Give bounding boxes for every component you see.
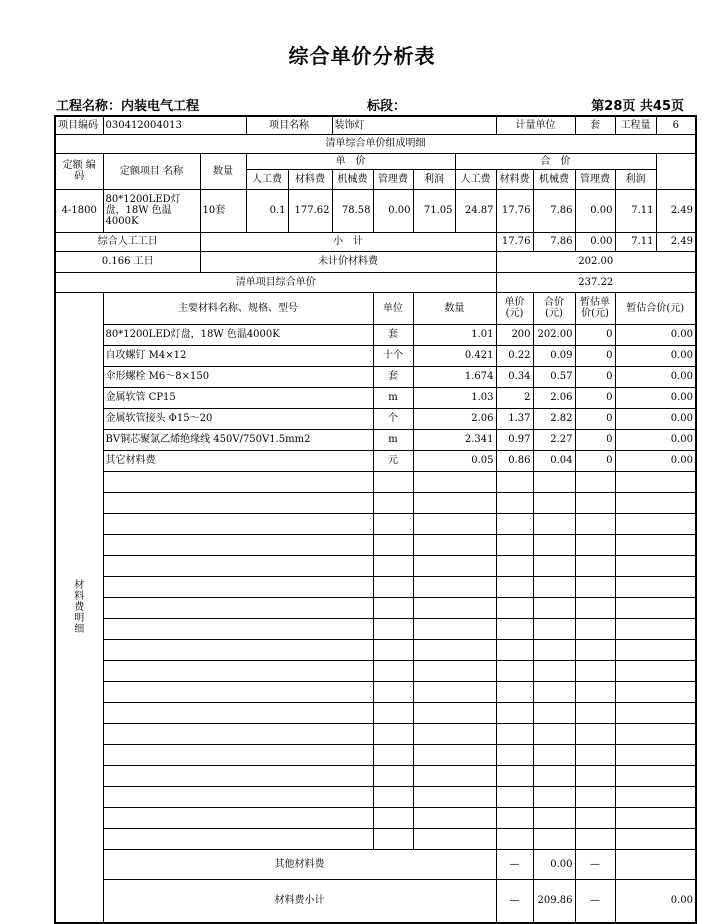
material-qty: 0.421 bbox=[413, 345, 496, 366]
header-name: 定额项目 名称 bbox=[103, 153, 200, 189]
qty-value: 6 bbox=[656, 116, 696, 134]
material-name: 金属软管接头 Φ15～20 bbox=[103, 408, 373, 429]
detail-code: 4-1800 bbox=[55, 189, 103, 232]
detail-tp-profit: 2.49 bbox=[656, 189, 696, 232]
material-est-total: 0.00 bbox=[615, 366, 696, 387]
material-unit: 套 bbox=[373, 366, 413, 387]
composite-row bbox=[55, 272, 696, 292]
subtotal-labor: 17.76 bbox=[496, 232, 533, 251]
material-est-price: 0 bbox=[575, 387, 615, 408]
material-est-price: 0 bbox=[575, 366, 615, 387]
material-est-total: 0.00 bbox=[615, 450, 696, 471]
material-name: BV铜芯聚氯乙烯绝缘线 450V/750V1.5mm2 bbox=[103, 429, 373, 450]
other-materials-label: 其他材料费 bbox=[103, 849, 496, 879]
detail-header-row-1 bbox=[55, 153, 696, 169]
materials-header-row bbox=[55, 292, 696, 324]
detail-qty: 0.1 bbox=[246, 189, 288, 232]
material-total: 2.06 bbox=[533, 387, 575, 408]
empty-row bbox=[55, 576, 696, 597]
detail-tp-material: 7.86 bbox=[533, 189, 575, 232]
name-label: 项目名称 bbox=[246, 116, 332, 134]
header-qty: 数量 bbox=[200, 153, 246, 189]
empty-row bbox=[55, 513, 696, 534]
header-up-profit: 利润 bbox=[413, 169, 455, 189]
material-unit: 套 bbox=[373, 324, 413, 345]
empty-row bbox=[55, 492, 696, 513]
detail-unit: 10套 bbox=[200, 189, 246, 232]
empty-row bbox=[55, 471, 696, 492]
detail-section-row bbox=[55, 134, 696, 153]
empty-row bbox=[55, 786, 696, 807]
other-materials-row bbox=[55, 849, 696, 879]
detail-row bbox=[55, 189, 696, 232]
material-price: 0.86 bbox=[496, 450, 533, 471]
qty-label: 工程量 bbox=[615, 116, 656, 134]
material-total: 0.04 bbox=[533, 450, 575, 471]
material-name: 其它材料费 bbox=[103, 450, 373, 471]
material-name: 80*1200LED灯盘，18W 色温4000K bbox=[103, 324, 373, 345]
material-est-price: 0 bbox=[575, 450, 615, 471]
materials-header-unit: 单位 bbox=[373, 292, 413, 324]
detail-section-title: 清单综合单价组成明细 bbox=[55, 134, 696, 153]
material-unit: 元 bbox=[373, 450, 413, 471]
composite-value: 237.22 bbox=[496, 272, 696, 292]
subtotal-machine: 0.00 bbox=[575, 232, 615, 251]
subtotal-row bbox=[55, 232, 696, 251]
detail-up-labor: 177.62 bbox=[288, 189, 332, 232]
material-unit: m bbox=[373, 387, 413, 408]
empty-row bbox=[55, 660, 696, 681]
material-price: 200 bbox=[496, 324, 533, 345]
section-label: 标段： bbox=[367, 99, 407, 114]
materials-subtotal-est-total: 0.00 bbox=[615, 879, 696, 923]
empty-row bbox=[55, 555, 696, 576]
detail-up-machine: 0.00 bbox=[373, 189, 413, 232]
detail-up-manage: 71.05 bbox=[413, 189, 455, 232]
header-tp-profit: 利润 bbox=[615, 169, 656, 189]
header-tp-machine: 机械费 bbox=[533, 169, 575, 189]
other-materials-total: 0.00 bbox=[533, 849, 575, 879]
material-est-total: 0.00 bbox=[615, 324, 696, 345]
labor-day-label: 综合人工工日 bbox=[55, 232, 200, 251]
materials-header-name: 主要材料名称、规格、型号 bbox=[103, 292, 373, 324]
unpriced-row bbox=[55, 251, 696, 272]
other-materials-est-total bbox=[615, 849, 696, 879]
material-row bbox=[55, 450, 696, 471]
unit-price-analysis-table bbox=[54, 115, 697, 924]
material-total: 0.57 bbox=[533, 366, 575, 387]
unit-label: 计量单位 bbox=[496, 116, 575, 134]
empty-row bbox=[55, 723, 696, 744]
material-price: 1.37 bbox=[496, 408, 533, 429]
header-tp-material: 材料费 bbox=[496, 169, 533, 189]
material-est-total: 0.00 bbox=[615, 429, 696, 450]
header-unit-price: 单 价 bbox=[246, 153, 455, 169]
labor-day-value: 0.166 工日 bbox=[55, 251, 200, 272]
detail-tp-machine: 0.00 bbox=[575, 189, 615, 232]
material-unit: 十个 bbox=[373, 345, 413, 366]
subtotal-profit: 2.49 bbox=[656, 232, 696, 251]
header-up-labor: 人工费 bbox=[246, 169, 288, 189]
material-est-price: 0 bbox=[575, 324, 615, 345]
empty-row bbox=[55, 702, 696, 723]
materials-subtotal-row bbox=[55, 879, 696, 923]
material-row bbox=[55, 408, 696, 429]
material-price: 0.97 bbox=[496, 429, 533, 450]
material-name: 金属软管 CP15 bbox=[103, 387, 373, 408]
materials-header-est-price: 暂估单价(元) bbox=[575, 292, 615, 324]
material-qty: 2.341 bbox=[413, 429, 496, 450]
material-row bbox=[55, 324, 696, 345]
empty-row bbox=[55, 765, 696, 786]
page-title: 综合单价分析表 bbox=[288, 44, 436, 68]
material-qty: 1.674 bbox=[413, 366, 496, 387]
materials-subtotal-label: 材料费小计 bbox=[103, 879, 496, 923]
detail-tp-labor: 17.76 bbox=[496, 189, 533, 232]
detail-name: 80*1200LED灯盘，18W 色温4000K bbox=[103, 189, 200, 232]
name-value: 装饰灯 bbox=[332, 116, 496, 134]
empty-row bbox=[55, 744, 696, 765]
materials-header-total: 合价(元) bbox=[533, 292, 575, 324]
composite-label: 清单项目综合单价 bbox=[55, 272, 496, 292]
subtotal-label: 小 计 bbox=[200, 232, 496, 251]
project-name: 工程名称：内装电气工程 bbox=[56, 99, 200, 114]
code-label: 项目编码 bbox=[55, 116, 103, 134]
empty-row bbox=[55, 618, 696, 639]
header-tp-labor: 人工费 bbox=[455, 169, 496, 189]
material-est-price: 0 bbox=[575, 345, 615, 366]
detail-up-profit: 24.87 bbox=[455, 189, 496, 232]
subtotal-manage: 7.11 bbox=[615, 232, 656, 251]
empty-row bbox=[55, 534, 696, 555]
material-price: 0.34 bbox=[496, 366, 533, 387]
code-value: 030412004013 bbox=[103, 116, 246, 134]
material-qty: 1.01 bbox=[413, 324, 496, 345]
header-up-material: 材料费 bbox=[288, 169, 332, 189]
subtotal-material: 7.86 bbox=[533, 232, 575, 251]
material-row bbox=[55, 366, 696, 387]
materials-subtotal-total: 209.86 bbox=[533, 879, 575, 923]
materials-side-label: 材料费明细 bbox=[55, 292, 103, 923]
empty-row bbox=[55, 807, 696, 828]
material-price: 2 bbox=[496, 387, 533, 408]
material-est-price: 0 bbox=[575, 429, 615, 450]
materials-header-est-total: 暂估合价(元) bbox=[615, 292, 696, 324]
material-name: 自攻螺钉 M4×12 bbox=[103, 345, 373, 366]
materials-header-qty: 数量 bbox=[413, 292, 496, 324]
empty-row bbox=[55, 639, 696, 660]
header-total-price: 合 价 bbox=[455, 153, 656, 169]
materials-subtotal-est-price: — bbox=[575, 879, 615, 923]
empty-row bbox=[55, 681, 696, 702]
other-materials-est-price: — bbox=[575, 849, 615, 879]
material-row bbox=[55, 387, 696, 408]
material-unit: m bbox=[373, 429, 413, 450]
material-qty: 2.06 bbox=[413, 408, 496, 429]
material-est-total: 0.00 bbox=[615, 387, 696, 408]
header-up-manage: 管理费 bbox=[373, 169, 413, 189]
empty-row bbox=[55, 597, 696, 618]
empty-row bbox=[55, 828, 696, 849]
page-info: 第28页 共45页 bbox=[591, 99, 684, 114]
unit-value: 套 bbox=[575, 116, 615, 134]
header-up-machine: 机械费 bbox=[332, 169, 373, 189]
header-code: 定额 编码 bbox=[55, 153, 103, 189]
material-unit: 个 bbox=[373, 408, 413, 429]
materials-header-price: 单价(元) bbox=[496, 292, 533, 324]
other-materials-price: — bbox=[496, 849, 533, 879]
material-qty: 0.05 bbox=[413, 450, 496, 471]
detail-up-material: 78.58 bbox=[332, 189, 373, 232]
detail-tp-manage: 7.11 bbox=[615, 189, 656, 232]
material-row bbox=[55, 345, 696, 366]
info-row bbox=[55, 116, 696, 134]
material-total: 0.09 bbox=[533, 345, 575, 366]
materials-subtotal-price: — bbox=[496, 879, 533, 923]
material-est-total: 0.00 bbox=[615, 408, 696, 429]
unpriced-value: 202.00 bbox=[496, 251, 696, 272]
material-price: 0.22 bbox=[496, 345, 533, 366]
material-total: 2.82 bbox=[533, 408, 575, 429]
header-tp-manage: 管理费 bbox=[575, 169, 615, 189]
material-total: 202.00 bbox=[533, 324, 575, 345]
material-row bbox=[55, 429, 696, 450]
unpriced-label: 未计价材料费 bbox=[200, 251, 496, 272]
material-name: 伞形螺栓 M6～8×150 bbox=[103, 366, 373, 387]
material-est-total: 0.00 bbox=[615, 345, 696, 366]
material-est-price: 0 bbox=[575, 408, 615, 429]
material-total: 2.27 bbox=[533, 429, 575, 450]
material-qty: 1.03 bbox=[413, 387, 496, 408]
